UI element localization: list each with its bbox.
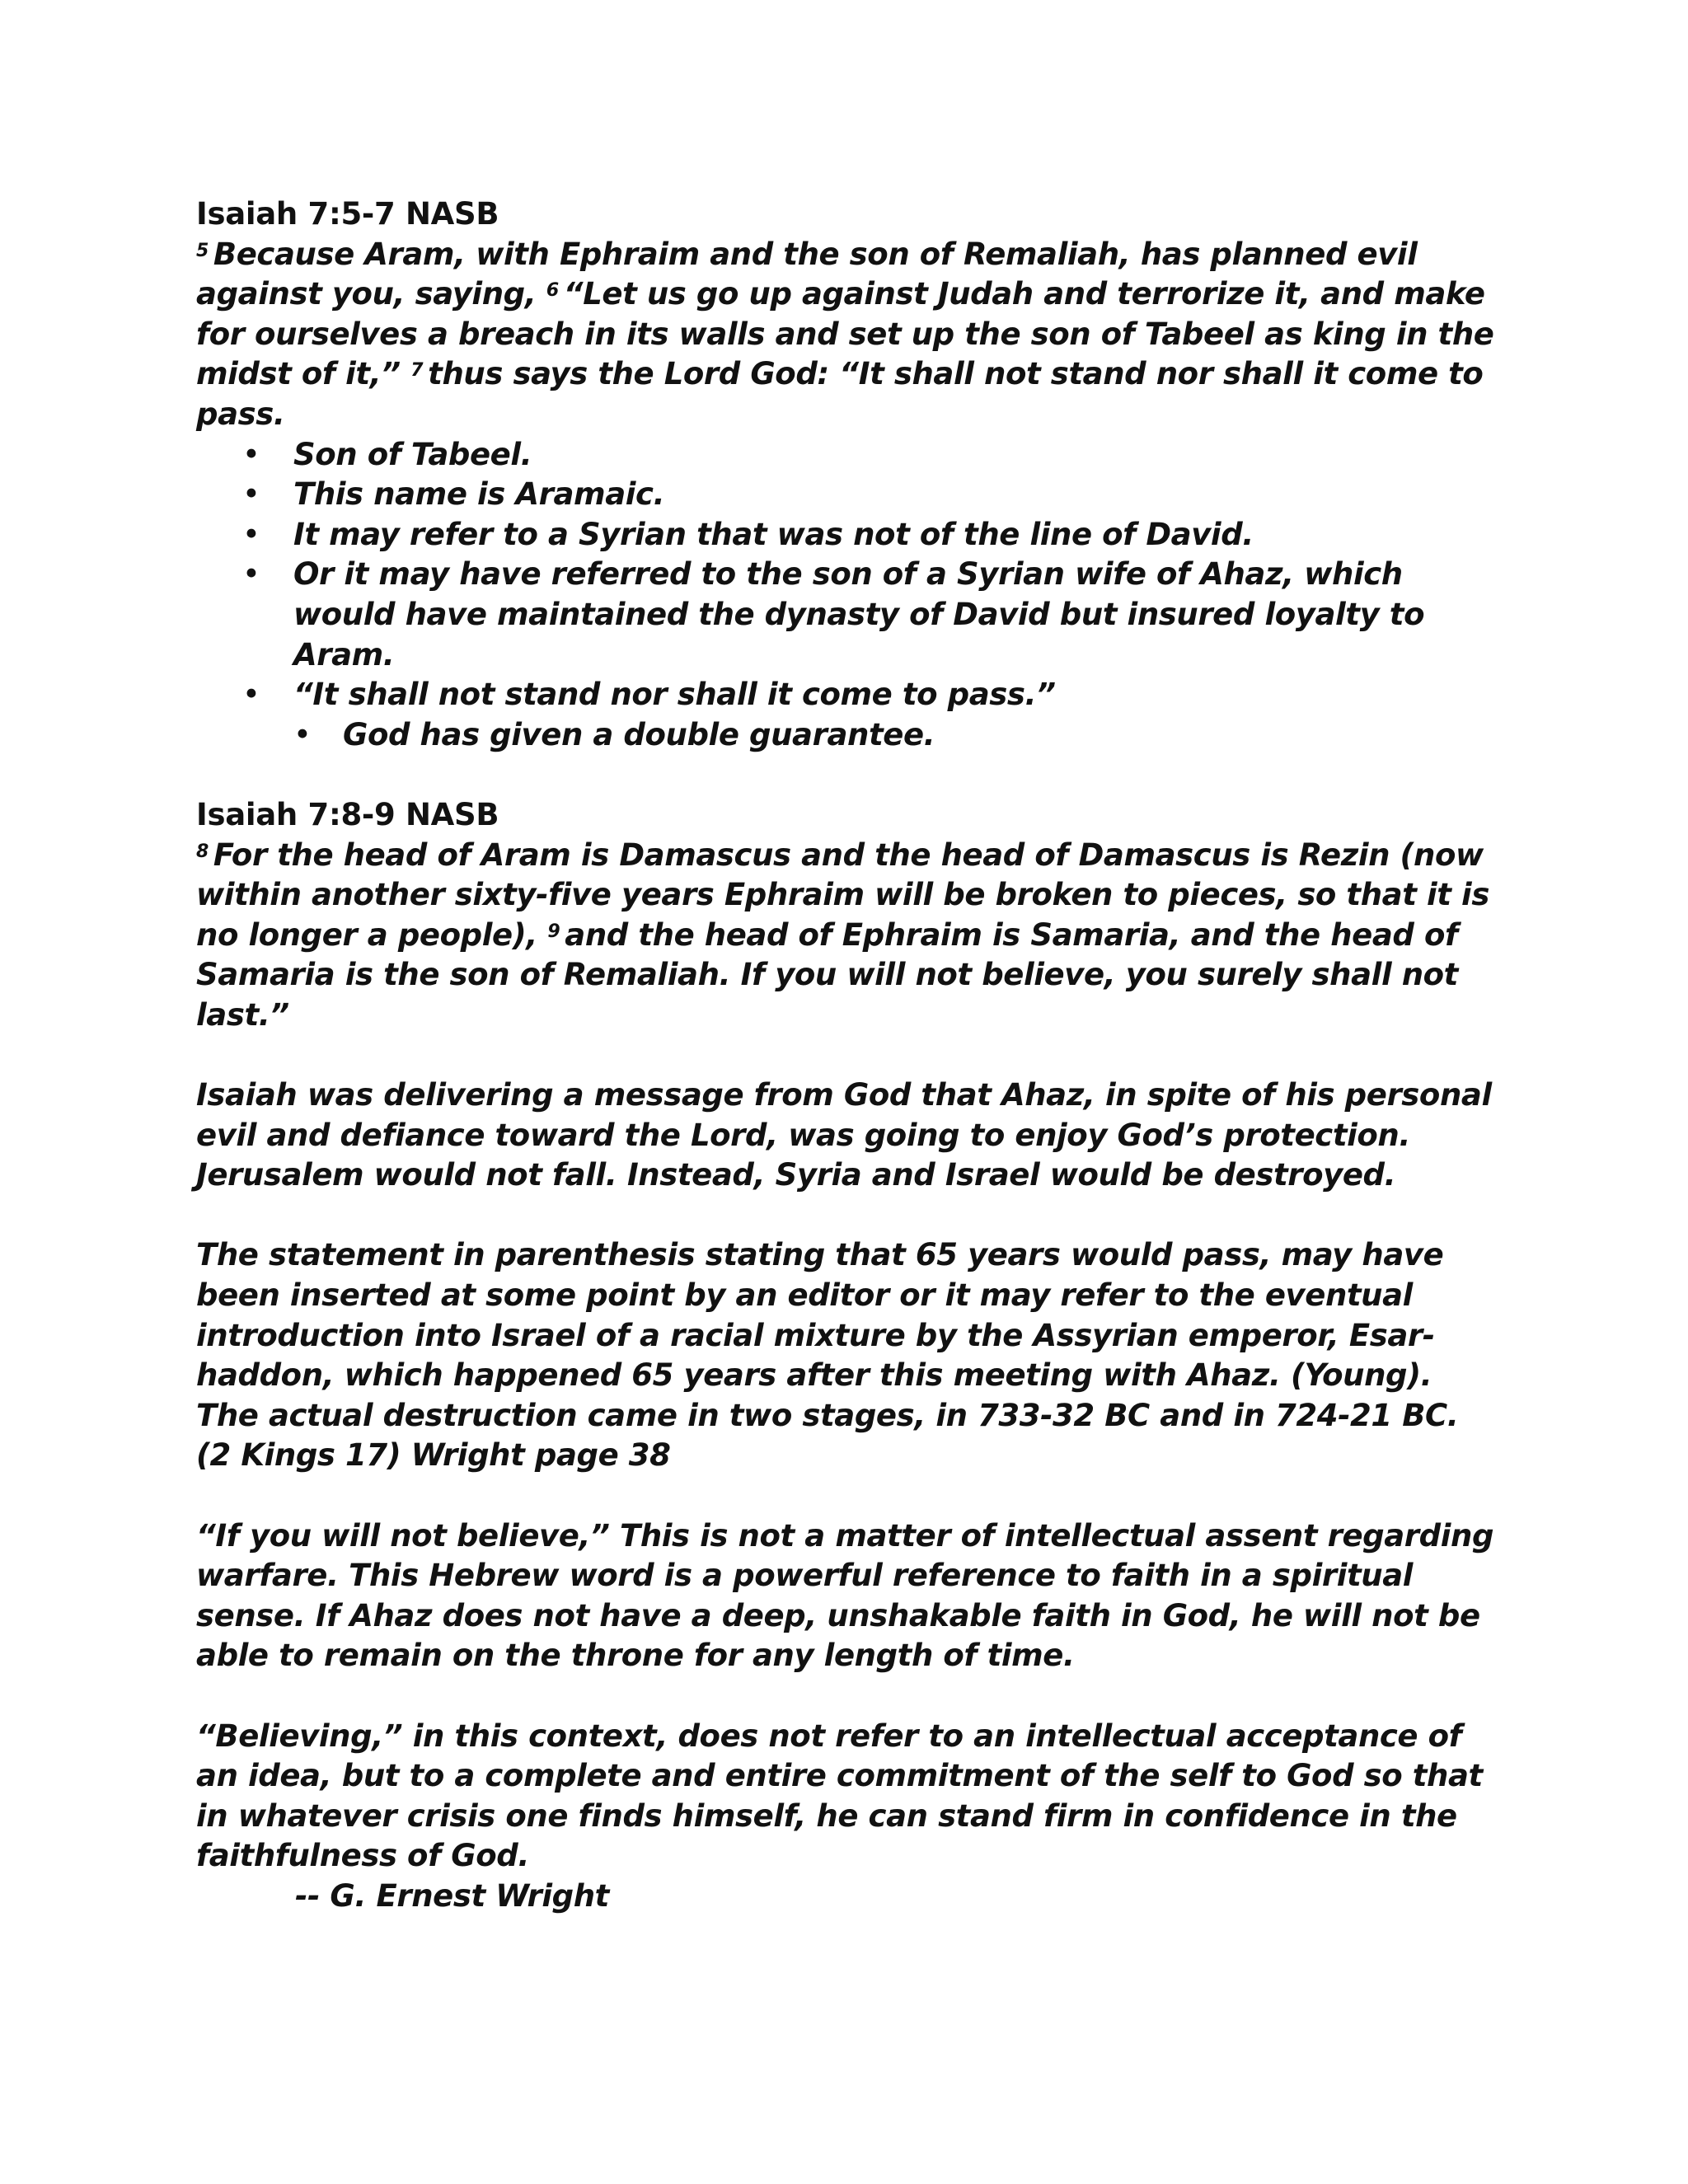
verse-text-8: For the head of Aram is Damascus and the head of Damascus is Rezin (now within another sixty-five years Ephraim will be broken to pieces, so that it is no longer a people), bbox=[196, 837, 1489, 953]
bullet-icon: • bbox=[242, 556, 260, 593]
commentary-bullet-list bbox=[196, 435, 1498, 756]
commentary-paragraph: The statement in parenthesis stating that 65 years would pass, may have been inserted at some point by an editor or it may refer to the eventual introduction into Israel of a racial mixture by the Assyrian emperor, Esar-haddon, which happened 65 years after this meeting with Ahaz. (Young). The actual destruction came in two stages, in 733-32 BC and in 724-21 BC. (2 Kings 17) Wright page 38 bbox=[196, 1237, 1459, 1474]
scripture-passage-isaiah-7-5-7 bbox=[196, 235, 1498, 435]
bullet-icon: • bbox=[242, 677, 260, 713]
passage-heading-isaiah-7-5-7: Isaiah 7:5-7 NASB bbox=[196, 196, 499, 232]
quotation-paragraph: “Believing,” in this context, does not refer to an intellectual acceptance of an idea, but to a complete and entire commitment of the self to God so that in whatever crisis one finds himself, he can stand firm in confidence in the faithfulness of God. bbox=[196, 1718, 1483, 1874]
verse-number-9: 9 bbox=[547, 921, 560, 942]
spacer bbox=[196, 1196, 1498, 1236]
sub-bullet-text: God has given a double guarantee. bbox=[343, 716, 935, 752]
scripture-passage-isaiah-7-8-9 bbox=[196, 836, 1498, 1036]
bullet-icon: • bbox=[242, 436, 260, 472]
bullet-item bbox=[196, 515, 1498, 555]
spacer bbox=[196, 1676, 1498, 1717]
bullet-item bbox=[196, 675, 1498, 715]
bullet-text: This name is Aramaic. bbox=[293, 476, 665, 513]
commentary-paragraph: Isaiah was delivering a message from God that Ahaz, in spite of his personal evil and defiance toward the Lord, was going to enjoy God’s protection. Jerusalem would not fall. Instead, Syria and Israel would be destroyed. bbox=[196, 1077, 1492, 1193]
bullet-text: Or it may have referred to the son of a Syrian wife of Ahaz, which would have maintained the dynasty of David but insured loyalty to Aram. bbox=[293, 556, 1425, 673]
bullet-item bbox=[196, 475, 1498, 515]
spacer bbox=[196, 1476, 1498, 1516]
bullet-item bbox=[196, 435, 1498, 476]
bullet-icon: • bbox=[242, 476, 260, 513]
bullet-text: Son of Tabeel. bbox=[293, 436, 532, 472]
verse-number-5: 5 bbox=[196, 240, 209, 261]
verse-number-7: 7 bbox=[410, 360, 424, 382]
verse-text-9: and the head of Ephraim is Samaria, and the head of Samaria is the son of Remaliah. If you will not believe, you surely shall not last.” bbox=[196, 916, 1458, 1033]
bullet-text: “It shall not stand nor shall it come to pass.” bbox=[293, 677, 1056, 713]
passage-heading-isaiah-7-8-9: Isaiah 7:8-9 NASB bbox=[196, 796, 499, 832]
bullet-icon: • bbox=[242, 516, 260, 552]
document-page bbox=[196, 194, 1498, 1917]
commentary-paragraph: “If you will not believe,” This is not a matter of intellectual assent regarding warfare. This Hebrew word is a powerful reference to faith in a spiritual sense. If Ahaz does not have a deep, unshakable faith in God, he will not be able to remain on the throne for any length of time. bbox=[196, 1517, 1494, 1674]
bullet-icon: • bbox=[293, 716, 312, 752]
quote-attribution: -- G. Ernest Wright bbox=[295, 1877, 609, 1914]
sub-bullet-item bbox=[196, 715, 1498, 756]
verse-number-8: 8 bbox=[196, 841, 209, 862]
spacer bbox=[196, 755, 1498, 795]
verse-text-5: Because Aram, with Ephraim and the son of Remaliah, has planned evil against you, saying, bbox=[196, 236, 1418, 312]
bullet-text: It may refer to a Syrian that was not of the line of David. bbox=[293, 516, 1254, 552]
verse-number-6: 6 bbox=[546, 280, 559, 302]
spacer bbox=[196, 1035, 1498, 1076]
verse-text-6: “Let us go up against Judah and terrorize it, and make for ourselves a breach in its walls and set up the son of Tabeel as king in the midst of it,” bbox=[196, 276, 1494, 392]
bullet-item bbox=[196, 555, 1498, 675]
verse-text-7: thus says the Lord God: “It shall not stand nor shall it come to pass. bbox=[196, 356, 1484, 432]
